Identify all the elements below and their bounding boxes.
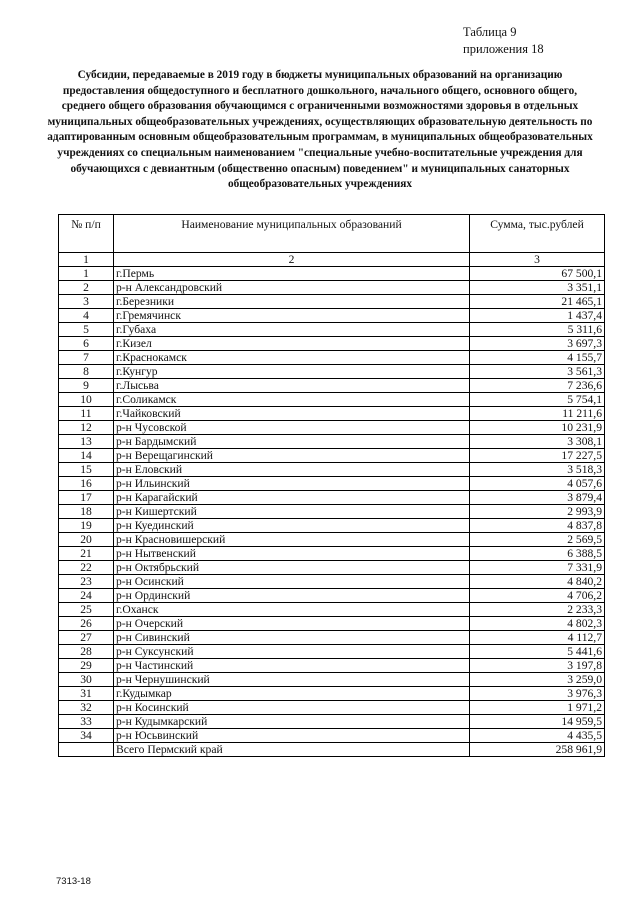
municipality-name: г.Кизел	[114, 337, 470, 351]
table-row	[59, 673, 605, 687]
table-row	[59, 309, 605, 323]
subsidy-amount: 4 112,7	[470, 631, 605, 645]
row-number: 8	[59, 365, 114, 379]
row-number: 16	[59, 477, 114, 491]
row-number: 28	[59, 645, 114, 659]
table-row	[59, 337, 605, 351]
subsidy-amount: 4 840,2	[470, 575, 605, 589]
row-number: 2	[59, 281, 114, 295]
table-row	[59, 729, 605, 743]
table-row	[59, 351, 605, 365]
table-label: Таблица 9	[463, 25, 517, 39]
header-number: № п/п	[59, 215, 114, 253]
subsidy-amount: 3 518,3	[470, 463, 605, 477]
row-number: 30	[59, 673, 114, 687]
document-code: 7313-18	[56, 876, 91, 887]
municipality-name: р-н Частинский	[114, 659, 470, 673]
row-number: 10	[59, 393, 114, 407]
row-number: 21	[59, 547, 114, 561]
subsidy-amount: 11 211,6	[470, 407, 605, 421]
table-header-row	[59, 215, 605, 253]
municipality-name: г.Краснокамск	[114, 351, 470, 365]
subsidy-amount: 14 959,5	[470, 715, 605, 729]
table-row	[59, 715, 605, 729]
row-number: 31	[59, 687, 114, 701]
municipality-name: р-н Еловский	[114, 463, 470, 477]
municipality-name: г.Кудымкар	[114, 687, 470, 701]
row-number: 33	[59, 715, 114, 729]
table-row	[59, 659, 605, 673]
table-row	[59, 617, 605, 631]
table-row	[59, 561, 605, 575]
municipality-name: р-н Кишертский	[114, 505, 470, 519]
subsidy-amount: 3 308,1	[470, 435, 605, 449]
subsidy-amount: 5 441,6	[470, 645, 605, 659]
municipality-name: р-н Ильинский	[114, 477, 470, 491]
table-body	[59, 267, 605, 743]
subsidy-amount: 17 227,5	[470, 449, 605, 463]
table-row	[59, 533, 605, 547]
subsidy-amount: 4 837,8	[470, 519, 605, 533]
municipality-name: р-н Чернушинский	[114, 673, 470, 687]
subsidy-amount: 7 236,6	[470, 379, 605, 393]
table-row	[59, 449, 605, 463]
total-value: 258 961,9	[470, 743, 605, 757]
table-row	[59, 687, 605, 701]
subsidy-amount: 4 155,7	[470, 351, 605, 365]
table-row	[59, 603, 605, 617]
appendix-label: приложения 18	[463, 42, 544, 56]
subsidy-amount: 2 569,5	[470, 533, 605, 547]
municipality-name: р-н Очерский	[114, 617, 470, 631]
municipality-name: г.Гремячинск	[114, 309, 470, 323]
row-number: 12	[59, 421, 114, 435]
table-row	[59, 589, 605, 603]
table-row	[59, 281, 605, 295]
municipality-name: р-н Сивинский	[114, 631, 470, 645]
table-reference	[463, 24, 544, 58]
index-cell: 2	[114, 253, 470, 267]
municipality-name: р-н Октябрьский	[114, 561, 470, 575]
total-empty-cell	[59, 743, 114, 757]
table-row	[59, 295, 605, 309]
subsidy-amount: 10 231,9	[470, 421, 605, 435]
municipality-name: р-н Косинский	[114, 701, 470, 715]
table-row	[59, 491, 605, 505]
table-row	[59, 393, 605, 407]
subsidy-amount: 5 311,6	[470, 323, 605, 337]
municipality-name: г.Лысьва	[114, 379, 470, 393]
subsidy-amount: 3 197,8	[470, 659, 605, 673]
row-number: 9	[59, 379, 114, 393]
municipality-name: р-н Осинский	[114, 575, 470, 589]
row-number: 32	[59, 701, 114, 715]
row-number: 3	[59, 295, 114, 309]
index-cell: 1	[59, 253, 114, 267]
table-row	[59, 519, 605, 533]
table-row	[59, 365, 605, 379]
municipality-name: г.Оханск	[114, 603, 470, 617]
table-row	[59, 505, 605, 519]
table-row	[59, 645, 605, 659]
municipality-name: р-н Карагайский	[114, 491, 470, 505]
municipality-name: р-н Нытвенский	[114, 547, 470, 561]
subsidy-amount: 4 057,6	[470, 477, 605, 491]
subsidy-amount: 3 561,3	[470, 365, 605, 379]
row-number: 20	[59, 533, 114, 547]
row-number: 34	[59, 729, 114, 743]
subsidy-amount: 3 697,3	[470, 337, 605, 351]
municipality-name: р-н Кудымкарский	[114, 715, 470, 729]
row-number: 15	[59, 463, 114, 477]
municipality-name: р-н Чусовской	[114, 421, 470, 435]
subsidy-amount: 4 706,2	[470, 589, 605, 603]
subsidy-amount: 1 971,2	[470, 701, 605, 715]
municipality-name: р-н Красновишерский	[114, 533, 470, 547]
subsidy-amount: 4 435,5	[470, 729, 605, 743]
row-number: 26	[59, 617, 114, 631]
subsidy-table	[58, 214, 605, 757]
row-number: 6	[59, 337, 114, 351]
municipality-name: р-н Куединский	[114, 519, 470, 533]
row-number: 1	[59, 267, 114, 281]
row-number: 11	[59, 407, 114, 421]
municipality-name: г.Кунгур	[114, 365, 470, 379]
row-number: 25	[59, 603, 114, 617]
subsidy-amount: 1 437,4	[470, 309, 605, 323]
table-row	[59, 407, 605, 421]
municipality-name: р-н Ординский	[114, 589, 470, 603]
subsidy-amount: 5 754,1	[470, 393, 605, 407]
table-row	[59, 267, 605, 281]
municipality-name: р-н Юсьвинский	[114, 729, 470, 743]
row-number: 17	[59, 491, 114, 505]
table-row	[59, 379, 605, 393]
subsidy-amount: 3 351,1	[470, 281, 605, 295]
municipality-name: р-н Верещагинский	[114, 449, 470, 463]
table-row	[59, 547, 605, 561]
row-number: 4	[59, 309, 114, 323]
row-number: 27	[59, 631, 114, 645]
header-municipality: Наименование муниципальных образований	[114, 215, 470, 253]
municipality-name: г.Чайковский	[114, 407, 470, 421]
municipality-name: г.Пермь	[114, 267, 470, 281]
subsidy-amount: 4 802,3	[470, 617, 605, 631]
municipality-name: р-н Суксунский	[114, 645, 470, 659]
subsidy-amount: 3 879,4	[470, 491, 605, 505]
index-cell: 3	[470, 253, 605, 267]
row-number: 23	[59, 575, 114, 589]
municipality-name: р-н Бардымский	[114, 435, 470, 449]
municipality-name: г.Березники	[114, 295, 470, 309]
row-number: 19	[59, 519, 114, 533]
row-number: 18	[59, 505, 114, 519]
table-row	[59, 477, 605, 491]
table-row	[59, 631, 605, 645]
subsidy-amount: 67 500,1	[470, 267, 605, 281]
subsidy-amount: 2 233,3	[470, 603, 605, 617]
table-row	[59, 323, 605, 337]
subsidy-amount: 7 331,9	[470, 561, 605, 575]
row-number: 7	[59, 351, 114, 365]
row-number: 13	[59, 435, 114, 449]
municipality-name: р-н Александровский	[114, 281, 470, 295]
subsidy-amount: 3 976,3	[470, 687, 605, 701]
table-row	[59, 701, 605, 715]
table-row	[59, 421, 605, 435]
table-row	[59, 575, 605, 589]
document-title: Субсидии, передаваемые в 2019 году в бюджеты муниципальных образований на организацию предоставления общедоступного и бесплатного дошкольного, начального общего, основного общего, среднего общего образования обучающимся с ограниченными возможностями здоровья в отдельных муниципальных общеобразовательных учреждениях, осуществляющих образовательную деятельность по адаптированным основным общеобразовательным программам, в муниципальных общеобразовательных учреждениях со специальным наименованием "специальные учебно-воспитательные учреждения для обучающихся с девиантным (общественно опасным) поведением" и муниципальных санаторных общеобразовательных учреждениях	[47, 69, 593, 191]
row-number: 24	[59, 589, 114, 603]
column-index-row	[59, 253, 605, 267]
subsidy-amount: 2 993,9	[470, 505, 605, 519]
row-number: 29	[59, 659, 114, 673]
row-number: 5	[59, 323, 114, 337]
subsidy-amount: 21 465,1	[470, 295, 605, 309]
municipality-name: г.Губаха	[114, 323, 470, 337]
total-label: Всего Пермский край	[114, 743, 470, 757]
table-row	[59, 435, 605, 449]
header-amount: Сумма, тыс.рублей	[470, 215, 605, 253]
total-row	[59, 743, 605, 757]
table-row	[59, 463, 605, 477]
subsidy-amount: 6 388,5	[470, 547, 605, 561]
row-number: 22	[59, 561, 114, 575]
subsidy-amount: 3 259,0	[470, 673, 605, 687]
municipality-name: г.Соликамск	[114, 393, 470, 407]
row-number: 14	[59, 449, 114, 463]
